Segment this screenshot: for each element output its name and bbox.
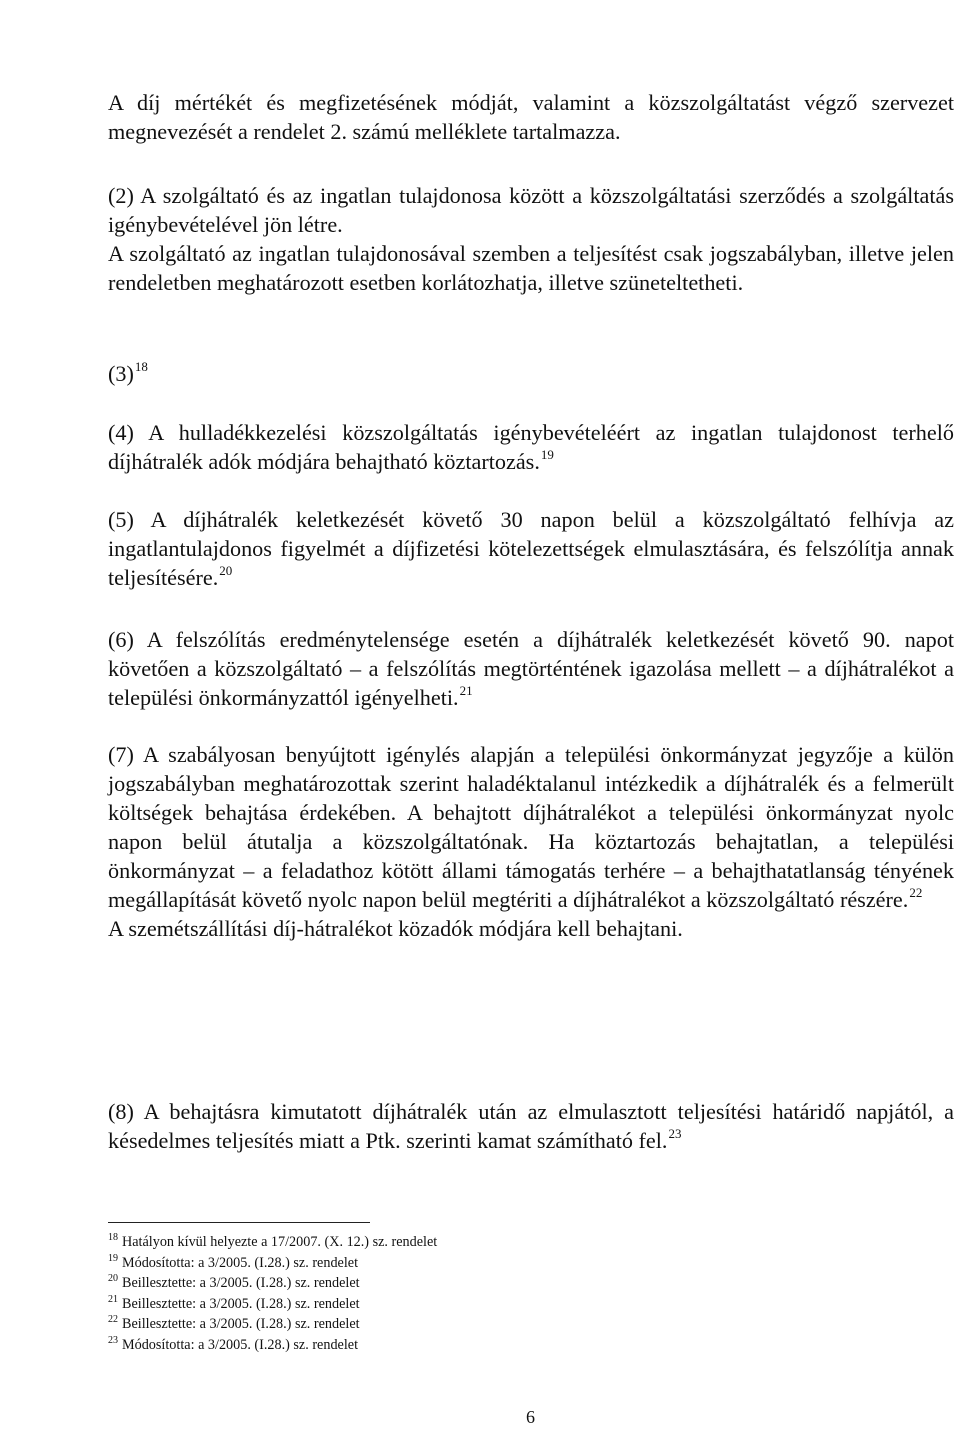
footnote-text: Beillesztette: a 3/2005. (I.28.) sz. rendelet [122, 1275, 360, 1291]
footnote-number: 21 [108, 1293, 118, 1305]
paragraph-text: (2) A szolgáltató és az ingatlan tulajdonosa között a közszolgáltatási szerződés a szolgáltatás igénybevételével jön létre. [108, 183, 954, 237]
paragraph-text: A szemétszállítási díj-hátralékot közadók módjára kell behajtani. [108, 916, 683, 941]
footnote-number: 23 [108, 1334, 118, 1346]
footnote-ref: 22 [909, 885, 923, 900]
paragraph-text: (7) A szabályosan benyújtott igénylés alapján a települési önkormányzat jegyzője a külön jogszabályban meghatározottak szerint haladéktalanul intézkedik a díjhátralék és a felmerült költségek behajtása érdekében. A behajtott díjhátralékot a települési önkormányzat nyolc napon belül átutalja a közszolgáltatónak. Ha köztartozás behajtatlan, a települési önkormányzat – a feladathoz kötött állami támogatás terhére – a behajthatatlanság tényének megállapítását követő nyolc napon belül megtériti a díjhátralékot a közszolgáltató részére. [108, 742, 954, 912]
footnote-item [108, 1232, 668, 1253]
paragraph-2 [108, 181, 954, 297]
paragraph-text: (8) A behajtásra kimutatott díjhátralék után az elmulasztott teljesítési határidő napjától, a késedelmes teljesítés miatt a Ptk. szerinti kamat számítható fel. [108, 1099, 954, 1153]
paragraph-6 [108, 625, 954, 712]
footnote-ref: 19 [540, 447, 554, 462]
footnote-text: Módosította: a 3/2005. (I.28.) sz. rendelet [122, 1336, 359, 1353]
footnote-number: 20 [108, 1273, 118, 1284]
footnote-text: Beillesztette: a 3/2005. (I.28.) sz. rendelet [122, 1295, 360, 1312]
paragraph-8 [108, 1097, 954, 1155]
paragraph-text: (4) A hulladékkezelési közszolgáltatás igénybevételéért az ingatlan tulajdonost terhelő díjhátralék adók módjára behajtható köztartozás. [108, 420, 954, 474]
footnote-number: 22 [108, 1314, 118, 1325]
footnote-text: Módosította: a 3/2005. (I.28.) sz. rendelet [122, 1254, 359, 1271]
page-number: 6 [526, 1407, 535, 1427]
footnotes [108, 1232, 668, 1355]
footnote-ref: 21 [459, 683, 473, 698]
footnote-item [108, 1314, 668, 1335]
paragraph-text: (3) [108, 361, 134, 386]
footnote-item [108, 1294, 668, 1315]
paragraph-intro [108, 88, 954, 146]
footnote-separator [108, 1222, 370, 1223]
footnote-number: 19 [108, 1252, 118, 1264]
footnote-text: Beillesztette: a 3/2005. (I.28.) sz. rendelet [122, 1316, 360, 1332]
paragraph-text: A díj mértékét és megfizetésének módját, valamint a közszolgáltatást végző szervezet megnevezését a rendelet 2. számú melléklete tartalmazza. [108, 90, 954, 144]
footnote-item [108, 1273, 668, 1294]
footnote-text: Hatályon kívül helyezte a 17/2007. (X. 12.) sz. rendelet [122, 1234, 438, 1250]
footnote-ref: 23 [668, 1126, 682, 1141]
paragraph-7 [108, 740, 954, 943]
paragraph-5 [108, 505, 954, 592]
paragraph-text: A szolgáltató az ingatlan tulajdonosával szemben a teljesítést csak jogszabályban, illetve jelen rendeletben meghatározott esetben korlátozhatja, illetve szüneteltetheti. [108, 241, 954, 295]
footnote-ref: 18 [134, 359, 148, 374]
footnote-number: 18 [108, 1232, 118, 1243]
paragraph-3 [108, 359, 954, 388]
paragraph-4 [108, 418, 954, 476]
paragraph-text: (6) A felszólítás eredménytelensége esetén a díjhátralék keletkezését követő 90. napot követően a közszolgáltató – a felszólítás megtörténtének igazolása mellett – a díjhátralékot a települési önkormányzattól igényelheti. [108, 627, 954, 710]
paragraph-text: (5) A díjhátralék keletkezését követő 30 napon belül a közszolgáltató felhívja az ingatlantulajdonos figyelmét a díjfizetési kötelezettségek elmulasztására, és felszólítja annak teljesítésére. [108, 507, 954, 590]
footnote-ref: 20 [219, 563, 233, 578]
footnote-item [108, 1335, 668, 1356]
footnote-item [108, 1253, 668, 1274]
